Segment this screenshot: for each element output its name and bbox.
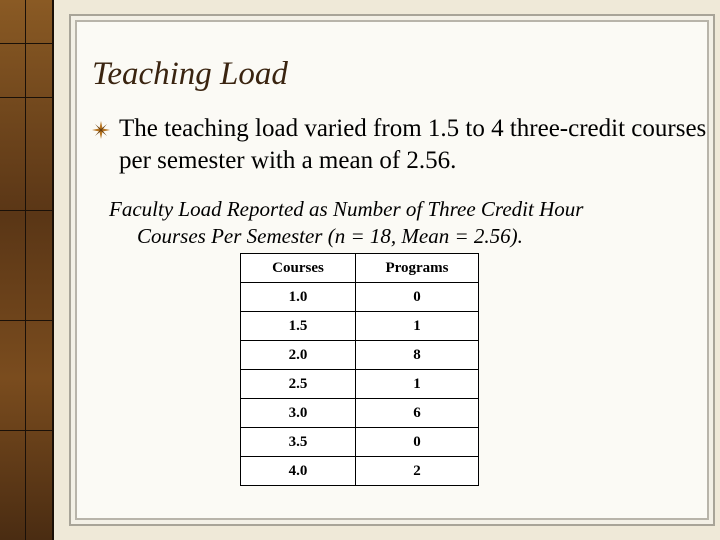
programs-cell: 2	[356, 457, 479, 486]
courses-cell: 1.0	[241, 283, 356, 312]
table-row	[241, 283, 479, 312]
faculty-load-table	[240, 253, 479, 486]
table-row	[241, 312, 479, 341]
caption-line-1: Faculty Load Reported as Number of Three Credit Hour	[109, 197, 584, 221]
caption-line-2: Courses Per Semester (n = 18, Mean = 2.56).	[137, 224, 523, 248]
star-bullet-icon	[92, 121, 110, 139]
table-row	[241, 399, 479, 428]
programs-cell: 1	[356, 370, 479, 399]
courses-cell: 2.0	[241, 341, 356, 370]
programs-cell: 1	[356, 312, 479, 341]
courses-cell: 2.5	[241, 370, 356, 399]
table-header-row	[241, 254, 479, 283]
table-row	[241, 457, 479, 486]
bullet-text: The teaching load varied from 1.5 to 4 three-credit courses per semester with a mean of 2.56.	[119, 115, 707, 174]
table-caption	[109, 196, 709, 250]
programs-cell: 6	[356, 399, 479, 428]
table-row	[241, 370, 479, 399]
programs-cell: 0	[356, 283, 479, 312]
programs-cell: Programs	[356, 254, 479, 283]
programs-cell: 0	[356, 428, 479, 457]
courses-cell: 3.5	[241, 428, 356, 457]
slide-title: Teaching Load	[92, 56, 288, 92]
table-row	[241, 341, 479, 370]
table-row	[241, 428, 479, 457]
courses-cell: Courses	[241, 254, 356, 283]
programs-cell: 8	[356, 341, 479, 370]
courses-cell: 3.0	[241, 399, 356, 428]
courses-cell: 1.5	[241, 312, 356, 341]
courses-cell: 4.0	[241, 457, 356, 486]
decorative-border-strip	[0, 0, 54, 540]
